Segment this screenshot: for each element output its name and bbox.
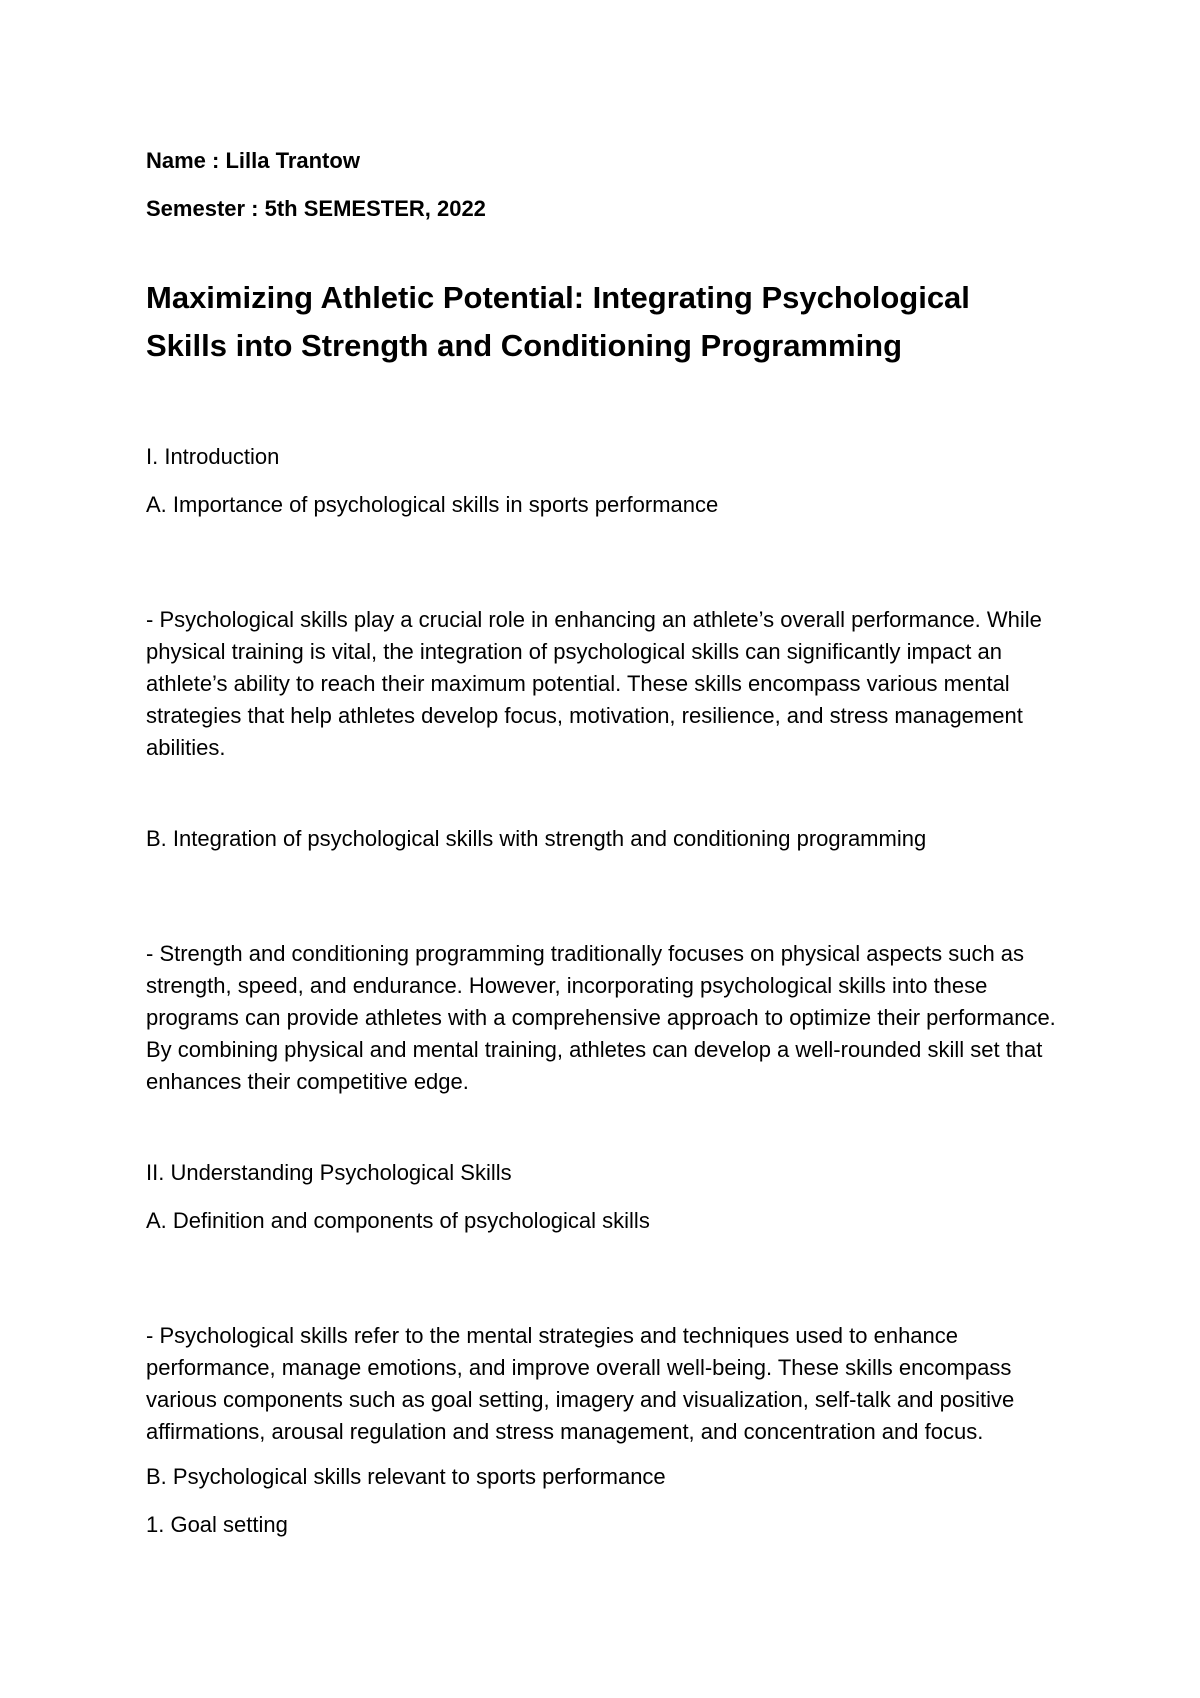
spacer xyxy=(146,538,1076,604)
spacer xyxy=(146,764,1076,824)
document-content xyxy=(146,146,1076,1558)
list-item-goal-setting: 1. Goal setting xyxy=(146,1512,288,1537)
paragraph-importance: - Psychological skills play a crucial role in enhancing an athlete’s overall performance. While physical training is vital, the integration of psychological skills can significantly impact an athlete’s ability to reach their maximum potential. These skills encompass various mental strategies that help athletes develop focus, motivation, resilience, and stress management abilities. xyxy=(146,607,1042,760)
paragraph-definition: - Psychological skills refer to the mental strategies and techniques used to enhance performance, manage emotions, and improve overall well-being. These skills encompass various components such as goal setting, imagery and visualization, self-talk and positive affirmations, arousal regulation and stress management, and concentration and focus. xyxy=(146,1323,1015,1444)
paragraph-integration: - Strength and conditioning programming traditionally focuses on physical aspects such as strength, speed, and endurance. However, incorporating psychological skills into these programs can provide athletes with a comprehensive approach to optimize their performance. By combining physical and mental training, athletes can develop a well-rounded skill set that enhances their competitive edge. xyxy=(146,941,1056,1094)
semester-info: Semester : 5th SEMESTER, 2022 xyxy=(146,196,486,221)
spacer xyxy=(146,1448,1076,1462)
subheading-relevant-skills: B. Psychological skills relevant to sports performance xyxy=(146,1464,666,1489)
title-line-2: Skills into Strength and Conditioning Programming xyxy=(146,328,903,363)
subheading-definition: A. Definition and components of psychological skills xyxy=(146,1208,650,1233)
subheading-importance: A. Importance of psychological skills in sports performance xyxy=(146,492,719,517)
spacer xyxy=(146,872,1076,938)
student-name: Name : Lilla Trantow xyxy=(146,148,360,173)
section-heading-understanding: II. Understanding Psychological Skills xyxy=(146,1160,512,1185)
title-line-1: Maximizing Athletic Potential: Integrating Psychological xyxy=(146,280,970,315)
document-title xyxy=(146,274,1076,370)
subheading-integration: B. Integration of psychological skills with strength and conditioning programming xyxy=(146,826,927,851)
section-heading-introduction: I. Introduction xyxy=(146,444,280,469)
spacer xyxy=(146,1098,1076,1158)
spacer xyxy=(146,1254,1076,1320)
